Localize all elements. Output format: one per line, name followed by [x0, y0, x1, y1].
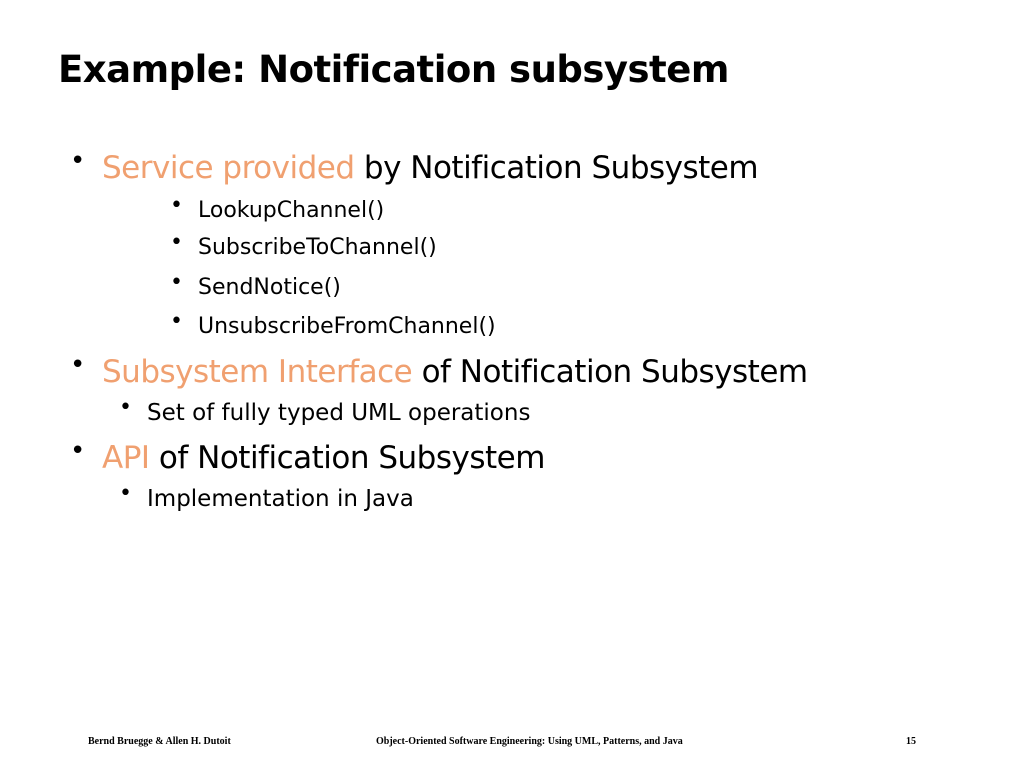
page-number: 15	[906, 736, 916, 747]
operation-subscribe-to-channel: SubscribeToChannel()	[198, 235, 437, 260]
operation-lookup-channel: LookupChannel()	[198, 198, 385, 223]
bullet-highlight: Service provided	[102, 150, 355, 186]
bullet-text: of Notification Subsystem	[149, 440, 545, 476]
bullet-subsystem-interface	[70, 350, 808, 390]
list-item	[170, 270, 341, 300]
list-item	[170, 309, 496, 339]
footer-authors: Bernd Bruegge & Allen H. Dutoit	[88, 736, 231, 747]
bullet-dot-icon: •	[70, 350, 85, 380]
bullet-service-provided	[70, 146, 759, 186]
list-item	[170, 193, 385, 223]
list-item	[170, 230, 437, 260]
bullet-highlight: Subsystem Interface	[102, 354, 413, 390]
bullet-api	[70, 436, 545, 476]
bullet-dot-icon: •	[70, 436, 85, 466]
bullet-dot-icon: •	[70, 146, 85, 176]
bullet-dot-icon: •	[170, 193, 183, 218]
operation-send-notice: SendNotice()	[198, 275, 341, 300]
bullet-dot-icon: •	[170, 230, 183, 255]
bullet-dot-icon: •	[170, 270, 183, 295]
subitem-text: Set of fully typed UML operations	[147, 400, 531, 426]
footer-book-title: Object-Oriented Software Engineering: Using UML, Patterns, and Java	[376, 736, 683, 747]
list-item	[119, 481, 414, 512]
subitem-text: Implementation in Java	[147, 486, 414, 512]
list-item	[119, 395, 531, 426]
operation-unsubscribe-from-channel: UnsubscribeFromChannel()	[198, 314, 496, 339]
bullet-dot-icon: •	[119, 395, 132, 420]
bullet-highlight: API	[102, 440, 150, 476]
bullet-dot-icon: •	[170, 309, 183, 334]
bullet-text: of Notification Subsystem	[412, 354, 808, 390]
bullet-text: by Notification Subsystem	[354, 150, 759, 186]
bullet-dot-icon: •	[119, 481, 132, 506]
slide-title: Example: Notification subsystem	[58, 48, 729, 91]
